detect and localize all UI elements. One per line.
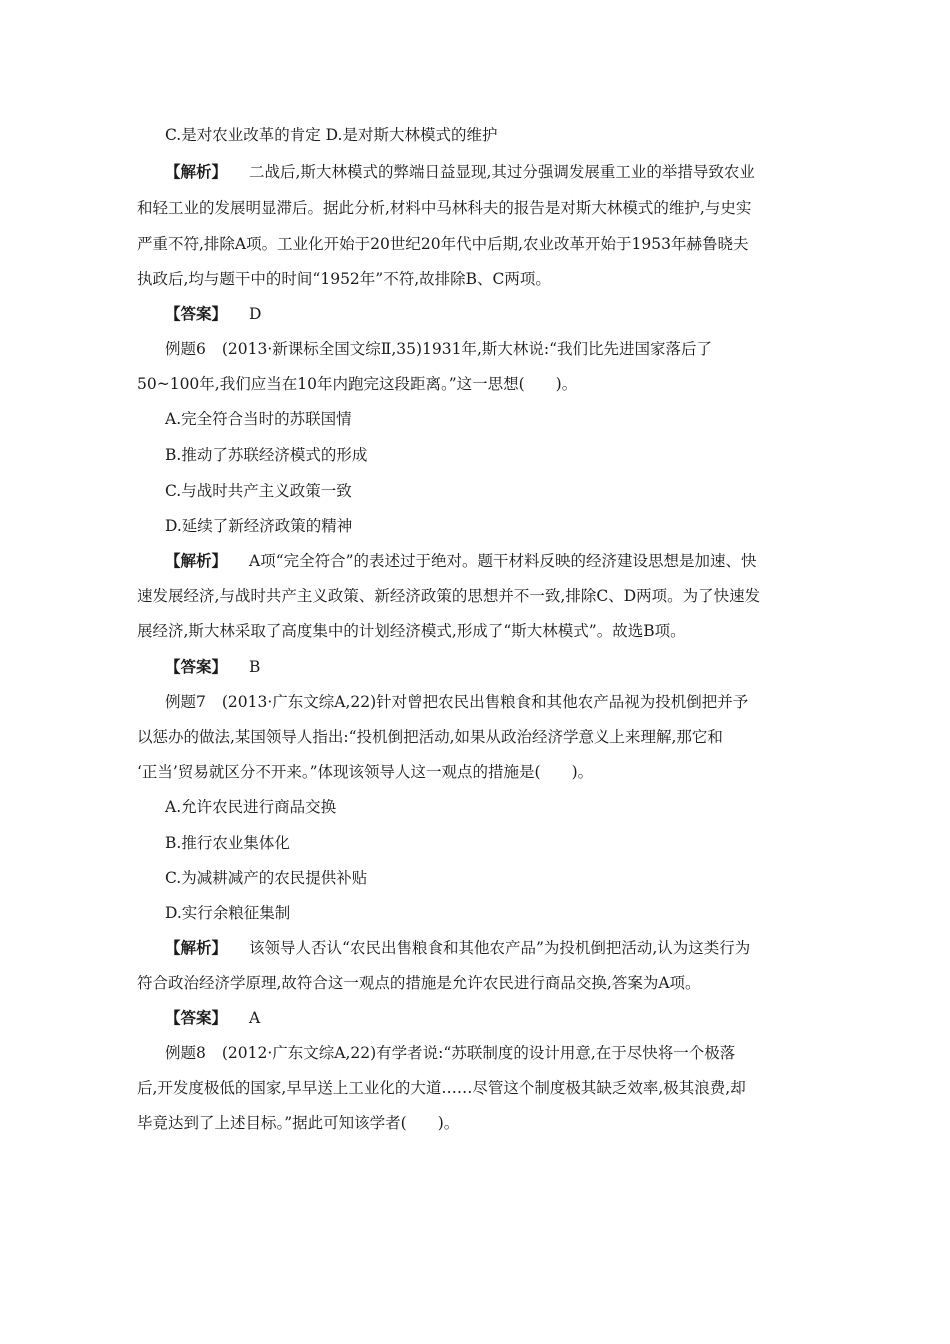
- example-line: 例题6 (2013·新课标全国文综Ⅱ,35)1931年,斯大林说:“我们比先进国家落后了: [165, 340, 713, 358]
- text-line: 后,开发度极低的国家,早早送上工业化的大道……尽管这个制度极其缺乏效率,极其浪费,却: [137, 1079, 746, 1097]
- text-line: 和轻工业的发展明显滞后。据此分析,材料中马林科夫的报告是对斯大林模式的维护,与史实: [137, 199, 752, 217]
- answer-value: B: [249, 658, 261, 676]
- analysis-tag: 【解析】: [165, 551, 228, 570]
- text-line: 毕竟达到了上述目标。”据此可知该学者( )。: [137, 1114, 460, 1132]
- answer-line: [165, 303, 845, 325]
- answer-value: D: [249, 305, 262, 323]
- option-line: A.完全符合当时的苏联国情: [165, 410, 352, 428]
- example-line: 例题8 (2012·广东文综A,22)有学者说:“苏联制度的设计用意,在于尽快将一个极落: [165, 1044, 736, 1062]
- answer-tag: 【答案】: [165, 657, 228, 676]
- option-line: B.推动了苏联经济模式的形成: [165, 446, 368, 464]
- text-line: 以惩办的做法,某国领导人指出:“投机倒把活动,如果从政治经济学意义上来理解,那它和: [137, 728, 723, 746]
- analysis-line: 【解析】 二战后,斯大林模式的弊端日益显现,其过分强调发展重工业的举措导致农业: [165, 162, 755, 181]
- option-line: C.与战时共产主义政策一致: [165, 482, 352, 500]
- option-line: A.允许农民进行商品交换: [165, 798, 337, 816]
- text-line: 符合政治经济学原理,故符合这一观点的措施是允许农民进行商品交换,答案为A项。: [137, 974, 701, 992]
- text-line: 严重不符,排除A项。工业化开始于20世纪20年代中后期,农业改革开始于1953年赫鲁晓夫: [137, 235, 749, 253]
- example-label: 例题6: [165, 340, 206, 358]
- analysis-tag: 【解析】: [165, 938, 228, 957]
- option-line: C.为减耕减产的农民提供补贴: [165, 869, 368, 887]
- text-line: 展经济,斯大林采取了高度集中的计划经济模式,形成了“斯大林模式”。故选B项。: [137, 622, 686, 640]
- example-label: 例题8: [165, 1044, 206, 1062]
- answer-tag: 【答案】: [165, 304, 228, 323]
- text-line: ‘正当’贸易就区分不开来。”体现该领导人这一观点的措施是( )。: [137, 763, 594, 781]
- analysis-line: 【解析】 A项“完全符合”的表述过于绝对。题干材料反映的经济建设思想是加速、快: [165, 551, 757, 570]
- answer-line: [165, 1007, 845, 1029]
- answer-value: A: [249, 1009, 261, 1027]
- option-line: D.延续了新经济政策的精神: [165, 517, 353, 535]
- option-line: B.推行农业集体化: [165, 834, 290, 852]
- answer-tag: 【答案】: [165, 1008, 228, 1027]
- text-line: 速发展经济,与战时共产主义政策、新经济政策的思想并不一致,排除C、D两项。为了快速发: [137, 587, 761, 605]
- answer-line: [165, 656, 845, 678]
- analysis-line: 【解析】 该领导人否认“农民出售粮食和其他农产品”为投机倒把活动,认为这类行为: [165, 938, 751, 957]
- analysis-tag: 【解析】: [165, 162, 228, 181]
- option-line: C.是对农业改革的肯定 D.是对斯大林模式的维护: [165, 126, 498, 144]
- example-label: 例题7: [165, 693, 206, 711]
- text-line: 50~100年,我们应当在10年内跑完这段距离。”这一思想( )。: [137, 375, 578, 393]
- example-line: 例题7 (2013·广东文综A,22)针对曾把农民出售粮食和其他农产品视为投机倒把并予: [165, 693, 749, 711]
- text-line: 执政后,均与题干中的时间“1952年”不符,故排除B、C两项。: [137, 270, 551, 288]
- option-line: D.实行余粮征集制: [165, 904, 291, 922]
